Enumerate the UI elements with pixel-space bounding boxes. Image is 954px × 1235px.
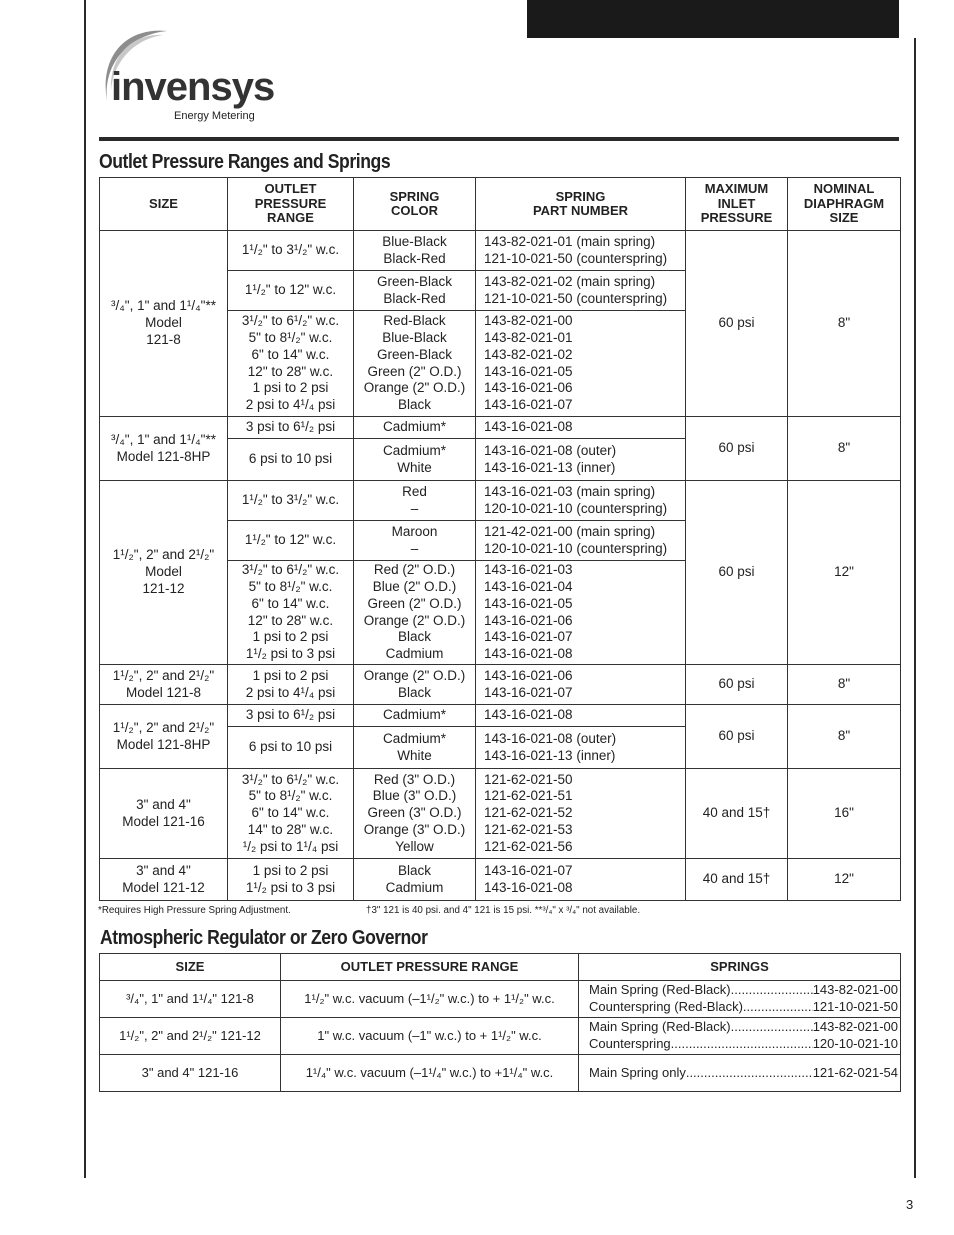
pressure-range-cell	[228, 311, 354, 417]
spring-color-cell-line: Green-Black	[376, 273, 453, 289]
size-cell-line: Model 121-8	[125, 684, 202, 700]
spring-entry	[589, 1019, 898, 1036]
max-inlet-cell-line: 60 psi	[718, 564, 755, 580]
pressure-range-cell-line: 2 psi to 4¹/₄ psi	[245, 396, 336, 412]
size-cell-line: 3" and 4"	[136, 862, 191, 878]
part-number-cell-line: 121-62-021-52	[484, 805, 573, 821]
spring-color-cell-line: Blue (3" O.D.)	[372, 788, 457, 804]
diaphragm-size-cell	[788, 231, 901, 417]
size-cell	[100, 481, 228, 665]
size-cell: ³/₄", 1" and 1¹/₄" 121-8	[100, 981, 281, 1018]
spring-color-cell-line: –	[410, 500, 419, 516]
part-number-cell-line: 143-16-021-08	[484, 645, 573, 661]
part-number-cell-line: 121-62-021-51	[484, 788, 573, 804]
spring-color-cell	[354, 769, 476, 859]
part-number-cell-line: 121-62-021-50	[484, 771, 573, 787]
table-row	[100, 1055, 901, 1092]
max-inlet-cell-line: 60 psi	[718, 315, 755, 331]
part-number-cell-line: 143-16-021-05	[484, 363, 573, 379]
part-number-cell	[476, 705, 686, 727]
spring-color-cell-line: Black	[397, 862, 431, 878]
spring-part-number: 143-82-021-00	[812, 1019, 898, 1035]
size-cell-line: ³/₄", 1" and 1¹/₄"**	[111, 298, 216, 314]
spring-label: Main Spring only	[589, 1064, 686, 1080]
spring-part-number: 120-10-021-10	[812, 1036, 898, 1051]
spring-color-cell-line: White	[397, 747, 432, 763]
size-cell: 3" and 4" 121-16	[100, 1055, 281, 1092]
table-row	[100, 417, 901, 439]
pressure-range-cell-line: 6" to 14" w.c.	[251, 805, 330, 821]
brand-subtitle: Energy Metering	[174, 110, 255, 122]
diaphragm-size-cell	[788, 481, 901, 665]
column-header-line: PART NUMBER	[532, 203, 629, 218]
pressure-range-cell-line: 12" to 28" w.c.	[247, 612, 334, 628]
spring-color-cell-line: Cadmium*	[382, 707, 447, 723]
column-header-line: NOMINAL	[813, 181, 875, 197]
part-number-cell-line: 143-16-021-08 (outer)	[484, 442, 617, 458]
header-rule	[99, 137, 899, 141]
spring-color-cell	[354, 521, 476, 561]
spring-color-cell-line: Red (3" O.D.)	[373, 771, 456, 787]
spring-color-cell	[354, 231, 476, 271]
pressure-range-cell: 1¹/₂" w.c. vacuum (–1¹/₂" w.c.) to + 1¹/₂" w.c.	[281, 981, 579, 1018]
max-inlet-cell	[686, 665, 788, 705]
part-number-cell	[476, 727, 686, 769]
column-header	[788, 178, 901, 231]
pressure-range-cell-line: 1¹/₂ psi to 3 psi	[245, 879, 336, 895]
spring-color-cell	[354, 727, 476, 769]
part-number-cell-line: 143-16-021-13 (inner)	[484, 459, 616, 475]
column-header-line: MAXIMUM	[704, 181, 769, 197]
part-number-cell-line: 143-16-021-05	[484, 595, 573, 611]
part-number-cell	[476, 859, 686, 901]
column-header	[354, 178, 476, 231]
spring-color-cell-line: Black	[397, 396, 431, 412]
part-number-cell	[476, 271, 686, 311]
spring-color-cell	[354, 859, 476, 901]
spring-color-cell-line: Black-Red	[383, 250, 446, 266]
max-inlet-cell	[686, 417, 788, 481]
page-number: 3	[906, 1197, 914, 1212]
pressure-range-cell	[228, 231, 354, 271]
pressure-range-cell-line: 3¹/₂" to 6¹/₂" w.c.	[241, 562, 340, 578]
part-number-cell-line: 143-16-021-03 (main spring)	[484, 483, 656, 499]
spring-color-cell	[354, 665, 476, 705]
size-cell	[100, 231, 228, 417]
spring-label: Main Spring (Red-Black)	[589, 1019, 731, 1035]
diaphragm-size-cell	[788, 417, 901, 481]
part-number-cell	[476, 417, 686, 439]
column-header	[686, 178, 788, 231]
column-header-line: COLOR	[391, 203, 438, 218]
pressure-range-cell	[228, 481, 354, 521]
pressure-range-cell	[228, 665, 354, 705]
max-inlet-cell-line: 60 psi	[718, 676, 755, 692]
diaphragm-size-cell-line: 8"	[837, 676, 851, 692]
spring-color-cell-line: Cadmium*	[382, 442, 447, 458]
spring-color-cell-line: Red	[402, 483, 427, 499]
spring-color-cell-line: Green (2" O.D.)	[367, 363, 462, 379]
pressure-springs-table	[99, 177, 901, 901]
part-number-cell-line: 120-10-021-10 (counterspring)	[484, 500, 668, 516]
part-number-cell-line: 143-82-021-00	[484, 313, 573, 329]
pressure-range-cell-line: 1 psi to 2 psi	[252, 862, 329, 878]
part-number-cell-line: 143-16-021-08	[484, 419, 573, 435]
diaphragm-size-cell-line: 12"	[834, 871, 854, 887]
spring-color-cell	[354, 481, 476, 521]
pressure-range-cell-line: ¹/₂ psi to 1¹/₄ psi	[242, 838, 339, 854]
pressure-range-cell-line: 6" to 14" w.c.	[251, 346, 330, 362]
column-header: OUTLET PRESSURE RANGE	[281, 954, 579, 981]
size-cell-line: 1¹/₂", 2" and 2¹/₂"	[112, 667, 215, 683]
spring-color-cell-line: White	[397, 459, 432, 475]
pressure-range-cell-line: 3¹/₂" to 6¹/₂" w.c.	[241, 771, 340, 787]
pressure-range-cell	[228, 727, 354, 769]
part-number-cell-line: 143-16-021-07	[484, 629, 573, 645]
column-header: SPRINGS	[579, 954, 901, 981]
size-cell-line: Model 121-8HP	[116, 736, 211, 752]
left-margin-line	[84, 0, 86, 1178]
max-inlet-cell	[686, 231, 788, 417]
pressure-range-cell-line: 12" to 28" w.c.	[247, 363, 334, 379]
part-number-cell-line: 143-82-021-01	[484, 330, 573, 346]
pressure-range-cell	[228, 271, 354, 311]
size-cell-line: 3" and 4"	[136, 796, 191, 812]
size-cell	[100, 769, 228, 859]
part-number-cell	[476, 665, 686, 705]
part-number-cell-line: 143-16-021-06	[484, 380, 573, 396]
invensys-logo	[97, 25, 287, 125]
size-cell-line: 1¹/₂", 2" and 2¹/₂"	[112, 547, 215, 563]
column-header	[228, 178, 354, 231]
max-inlet-cell	[686, 859, 788, 901]
diaphragm-size-cell-line: 12"	[834, 564, 854, 580]
size-cell	[100, 665, 228, 705]
footnote-high-pressure: *Requires High Pressure Spring Adjustment.	[98, 905, 291, 916]
diaphragm-size-cell	[788, 665, 901, 705]
part-number-cell-line: 143-16-021-08 (outer)	[484, 730, 617, 746]
header-bar	[527, 0, 899, 38]
column-header-line: RANGE	[267, 210, 314, 226]
spring-color-cell-line: Maroon	[391, 523, 438, 539]
pressure-range-cell: 1¹/₄" w.c. vacuum (–1¹/₄" w.c.) to +1¹/₄" w.c.	[281, 1055, 579, 1092]
part-number-cell-line: 143-16-021-13 (inner)	[484, 747, 616, 763]
size-cell: 1¹/₂", 2" and 2¹/₂" 121-12	[100, 1018, 281, 1055]
part-number-cell-line: 143-16-021-03	[484, 562, 573, 578]
column-header: SIZE	[100, 954, 281, 981]
part-number-cell-line: 143-16-021-06	[484, 612, 573, 628]
pressure-range-cell-line: 3¹/₂" to 6¹/₂" w.c.	[241, 313, 340, 329]
part-number-cell	[476, 231, 686, 271]
table-row	[100, 859, 901, 901]
spring-color-cell-line: Green (2" O.D.)	[367, 595, 462, 611]
size-cell	[100, 417, 228, 481]
spring-color-cell-line: Black-Red	[383, 290, 446, 306]
part-number-cell-line: 143-16-021-07	[484, 396, 573, 412]
part-number-cell-line: 143-16-021-08	[484, 707, 573, 723]
right-margin-line	[914, 38, 916, 1178]
spring-color-cell-line: Blue (2" O.D.)	[372, 579, 457, 595]
pressure-range-cell-line: 1¹/₂" to 12" w.c.	[244, 282, 337, 298]
part-number-cell-line: 143-16-021-08	[484, 879, 573, 895]
spring-entry	[589, 982, 898, 999]
pressure-range-cell-line: 1 psi to 2 psi	[252, 667, 329, 683]
spring-entry	[589, 1036, 898, 1053]
size-cell-line: 121-12	[142, 580, 185, 596]
pressure-range-cell	[228, 859, 354, 901]
springs-cell	[579, 1018, 901, 1055]
pressure-range-cell-line: 6" to 14" w.c.	[251, 595, 330, 611]
column-header	[476, 178, 686, 231]
pressure-range-cell-line: 1¹/₂ psi to 3 psi	[245, 645, 336, 661]
spring-color-cell-line: Orange (3" O.D.)	[363, 821, 466, 837]
pressure-range-cell-line: 6 psi to 10 psi	[248, 739, 333, 755]
pressure-range-cell-line: 5" to 8¹/₂" w.c.	[248, 579, 333, 595]
springs-cell	[579, 1055, 901, 1092]
diaphragm-size-cell	[788, 705, 901, 769]
spring-color-cell	[354, 439, 476, 481]
part-number-cell-line: 121-10-021-50 (counterspring)	[484, 250, 668, 266]
pressure-range-cell-line: 1¹/₂" to 12" w.c.	[244, 532, 337, 548]
spring-color-cell	[354, 311, 476, 417]
spring-color-cell-line: Orange (2" O.D.)	[363, 667, 466, 683]
column-header-line: DIAPHRAGM	[803, 195, 885, 211]
table-row	[100, 231, 901, 271]
pressure-range-cell-line: 5" to 8¹/₂" w.c.	[248, 330, 333, 346]
size-cell-line: 1¹/₂", 2" and 2¹/₂"	[112, 719, 215, 735]
spring-color-cell	[354, 705, 476, 727]
dot-leader	[743, 999, 813, 1016]
spring-color-cell	[354, 417, 476, 439]
part-number-cell	[476, 769, 686, 859]
table2-title: Atmospheric Regulator or Zero Governor	[100, 927, 428, 949]
diaphragm-size-cell-line: 8"	[837, 728, 851, 744]
part-number-cell-line: 121-10-021-50 (counterspring)	[484, 290, 668, 306]
footnote-pressures: †3" 121 is 40 psi. and 4" 121 is 15 psi. **³/₄" x ³/₄" not available.	[366, 905, 641, 916]
pressure-range-cell	[228, 561, 354, 665]
part-number-cell-line: 121-62-021-56	[484, 838, 573, 854]
dot-leader	[731, 1019, 813, 1036]
dot-leader	[686, 1065, 813, 1082]
max-inlet-cell-line: 40 and 15†	[702, 805, 771, 821]
spring-part-number: 121-62-021-54	[812, 1064, 898, 1080]
pressure-range-cell-line: 1¹/₂" to 3¹/₂" w.c.	[241, 242, 340, 258]
part-number-cell-line: 143-16-021-07	[484, 862, 573, 878]
part-number-cell	[476, 481, 686, 521]
table-row	[100, 481, 901, 521]
spring-entry	[589, 999, 898, 1016]
table-row	[100, 1018, 901, 1055]
spring-color-cell-line: Cadmium*	[382, 730, 447, 746]
column-header-line: PRESSURE	[254, 195, 327, 211]
column-header-line: SIZE	[829, 210, 859, 226]
size-cell	[100, 859, 228, 901]
size-cell-line: Model	[145, 315, 182, 331]
spring-color-cell-line: Orange (2" O.D.)	[363, 612, 466, 628]
part-number-cell-line: 143-82-021-02 (main spring)	[484, 273, 656, 289]
spring-color-cell-line: Cadmium	[385, 879, 444, 895]
part-number-cell	[476, 311, 686, 417]
column-header-line: PRESSURE	[700, 210, 773, 226]
part-number-cell	[476, 521, 686, 561]
part-number-cell	[476, 439, 686, 481]
max-inlet-cell	[686, 481, 788, 665]
table-row	[100, 769, 901, 859]
size-cell-line: ³/₄", 1" and 1¹/₄"**	[111, 431, 216, 447]
spring-color-cell-line: Yellow	[395, 838, 434, 854]
spring-label: Main Spring (Red-Black)	[589, 982, 731, 998]
dot-leader	[671, 1036, 813, 1053]
spring-color-cell	[354, 561, 476, 665]
pressure-range-cell	[228, 705, 354, 727]
table-row	[100, 981, 901, 1018]
pressure-range-cell-line: 1 psi to 2 psi	[252, 629, 329, 645]
diaphragm-size-cell-line: 8"	[837, 440, 851, 456]
spring-color-cell-line: Black	[397, 629, 431, 645]
column-header-line: SIZE	[149, 195, 178, 211]
pressure-range-cell-line: 14" to 28" w.c.	[247, 821, 334, 837]
size-cell-line: Model	[145, 564, 182, 580]
column-header-line: SPRING	[555, 188, 606, 204]
spring-color-cell-line: Cadmium*	[382, 419, 447, 435]
table-row	[100, 665, 901, 705]
atmospheric-regulator-table	[99, 953, 901, 1092]
dot-leader	[731, 982, 813, 999]
spring-color-cell-line: Black	[397, 684, 431, 700]
pressure-range-cell-line: 3 psi to 6¹/₂ psi	[245, 419, 336, 435]
spring-label: Counterspring (Red-Black)	[589, 999, 743, 1014]
diaphragm-size-cell-line: 16"	[834, 805, 854, 821]
part-number-cell-line: 120-10-021-10 (counterspring)	[484, 540, 668, 556]
pressure-range-cell	[228, 439, 354, 481]
spring-color-cell-line: Green (3" O.D.)	[367, 805, 462, 821]
pressure-range-cell: 1" w.c. vacuum (–1" w.c.) to + 1¹/₂" w.c.	[281, 1018, 579, 1055]
column-header-line: SPRING	[389, 188, 440, 204]
max-inlet-cell-line: 60 psi	[718, 440, 755, 456]
part-number-cell-line: 121-42-021-00 (main spring)	[484, 523, 656, 539]
diaphragm-size-cell	[788, 769, 901, 859]
part-number-cell	[476, 561, 686, 665]
spring-color-cell-line: Blue-Black	[382, 233, 447, 249]
pressure-range-cell-line: 5" to 8¹/₂" w.c.	[248, 788, 333, 804]
part-number-cell-line: 143-82-021-01 (main spring)	[484, 233, 656, 249]
table-row	[100, 705, 901, 727]
spring-entry	[589, 1065, 898, 1082]
size-cell-line: Model 121-16	[122, 813, 205, 829]
brand-name: invensys	[111, 65, 275, 109]
size-cell-line: Model 121-12	[122, 879, 205, 895]
pressure-range-cell-line: 1 psi to 2 psi	[252, 380, 329, 396]
diaphragm-size-cell	[788, 859, 901, 901]
max-inlet-cell-line: 40 and 15†	[702, 871, 771, 887]
spring-label: Counterspring	[589, 1036, 671, 1051]
part-number-cell-line: 121-62-021-53	[484, 821, 573, 837]
springs-cell	[579, 981, 901, 1018]
pressure-range-cell-line: 1¹/₂" to 3¹/₂" w.c.	[241, 492, 340, 508]
column-header-line: INLET	[717, 195, 756, 211]
spring-part-number: 121-10-021-50	[812, 999, 898, 1014]
spring-color-cell-line: Red-Black	[383, 313, 446, 329]
part-number-cell-line: 143-82-021-02	[484, 346, 573, 362]
table1-title: Outlet Pressure Ranges and Springs	[99, 151, 391, 173]
pressure-range-cell-line: 3 psi to 6¹/₂ psi	[245, 707, 336, 723]
spring-color-cell-line: Cadmium	[385, 645, 444, 661]
spring-color-cell	[354, 271, 476, 311]
spring-color-cell-line: –	[410, 540, 419, 556]
pressure-range-cell	[228, 521, 354, 561]
max-inlet-cell	[686, 769, 788, 859]
spring-part-number: 143-82-021-00	[812, 982, 898, 998]
size-cell	[100, 705, 228, 769]
diaphragm-size-cell-line: 8"	[837, 315, 851, 331]
size-cell-line: 121-8	[146, 331, 181, 347]
pressure-range-cell-line: 6 psi to 10 psi	[248, 451, 333, 467]
part-number-cell-line: 143-16-021-04	[484, 579, 573, 595]
pressure-range-cell-line: 2 psi to 4¹/₄ psi	[245, 684, 336, 700]
spring-color-cell-line: Orange (2" O.D.)	[363, 380, 466, 396]
pressure-range-cell	[228, 769, 354, 859]
spring-color-cell-line: Green-Black	[376, 346, 453, 362]
column-header-line: OUTLET	[264, 181, 317, 197]
spring-color-cell-line: Red (2" O.D.)	[373, 562, 456, 578]
max-inlet-cell	[686, 705, 788, 769]
max-inlet-cell-line: 60 psi	[718, 728, 755, 744]
spring-color-cell-line: Blue-Black	[382, 330, 447, 346]
column-header	[100, 178, 228, 231]
part-number-cell-line: 143-16-021-07	[484, 684, 573, 700]
size-cell-line: Model 121-8HP	[116, 448, 211, 464]
part-number-cell-line: 143-16-021-06	[484, 667, 573, 683]
pressure-range-cell	[228, 417, 354, 439]
